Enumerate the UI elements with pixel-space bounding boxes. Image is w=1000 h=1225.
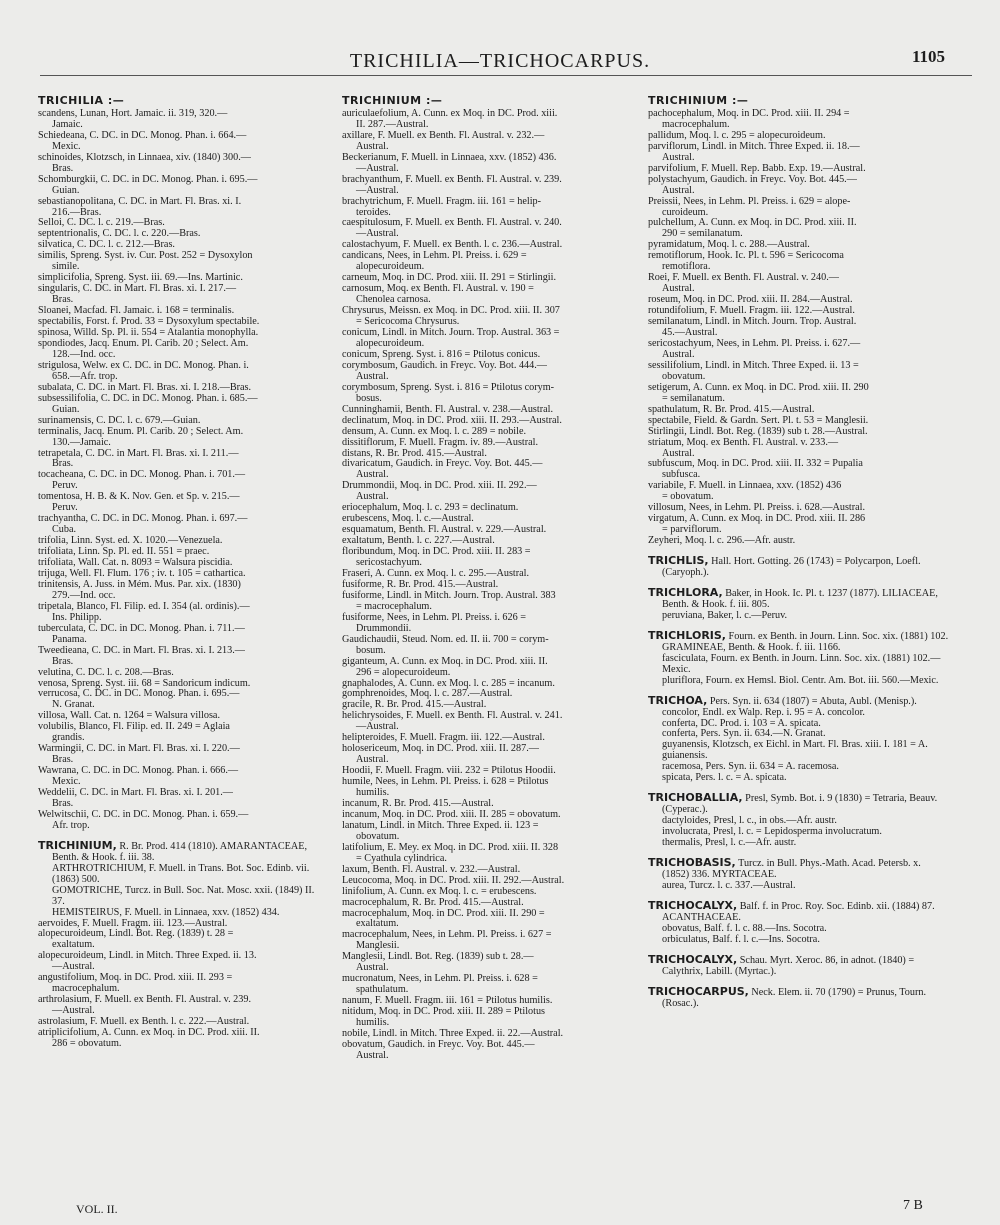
entry: obovatum, Gaudich. in Freyc. Voy. Bot. 445.— Austral. xyxy=(342,1038,535,1061)
entry: gnaphalodes, A. Cunn. ex Moq. l. c. 285 = incanum. xyxy=(342,677,555,689)
entry: macrocephalum, Nees, in Lehm. Pl. Preiss. i. 627 = Manglesii. xyxy=(342,929,552,952)
entry: trifoliata, Linn. Sp. Pl. ed. II. 551 = praec. xyxy=(38,546,210,558)
entry: caespitulosum, F. Muell. ex Benth. Fl. Austral. v. 240. —Austral. xyxy=(342,217,562,240)
entry: fusiforme, Lindl. in Mitch. Journ. Trop. Austral. 383 = macrocephalum. xyxy=(342,589,556,612)
entry: sebastianopolitana, C. DC. in Mart. Fl. Bras. xi. I. 216.—Bras. xyxy=(38,195,242,218)
genus-entry xyxy=(38,838,328,919)
entry: silvatica, C. DC. l. c. 212.—Bras. xyxy=(38,239,175,251)
genus-entry xyxy=(648,898,950,946)
entry: velutina, C. DC. l. c. 208.—Bras. xyxy=(38,666,174,678)
entry: variabile, F. Muell. in Linnaea, xxv. (1852) 436 = obovatum. xyxy=(648,480,842,503)
entry: alopecuroideum, Lindl. in Mitch. Three Exped. ii. 13. —Austral. xyxy=(38,950,257,973)
entry: esquamatum, Benth. Fl. Austral. v. 229.—Austral. xyxy=(342,524,547,536)
genus-entry xyxy=(648,556,950,579)
entry: astrolasium, F. Muell. ex Benth. l. c. 222.—Austral. xyxy=(38,1016,250,1028)
entry: Schomburgkii, C. DC. in DC. Monog. Phan. i. 695.— Guian. xyxy=(38,173,258,196)
entry: rotundifolium, F. Muell. Fragm. iii. 122.—Austral. xyxy=(648,305,855,317)
entry: tocacheana, C. DC. in DC. Monog. Phan. i. 701.— Peruv. xyxy=(38,469,246,492)
entry: trijuga, Well. Fl. Flum. 176 ; iv. t. 105 = cathartica. xyxy=(38,567,246,579)
entry: scandens, Lunan, Hort. Jamaic. ii. 319, 320.— Jamaic. xyxy=(38,107,228,130)
entry: villosa, Wall. Cat. n. 1264 = Walsura villosa. xyxy=(38,710,220,722)
entry: lanatum, Lindl. in Mitch. Three Exped. ii. 123 = obovatum. xyxy=(342,819,539,842)
entry: parviflorum, Lindl. in Mitch. Three Exped. ii. 18.— Austral. xyxy=(648,140,860,163)
genus-name: TRICHINIUM, xyxy=(38,838,117,852)
entry: roseum, Moq. in DC. Prod. xiii. II. 284.—Austral. xyxy=(648,294,853,306)
entry: Chrysurus, Meissn. ex Moq. in DC. Prod. xiii. II. 307 = Sericocoma Chrysurus. xyxy=(342,305,560,328)
entry: Cunninghamii, Benth. Fl. Austral. v. 238.—Austral. xyxy=(342,403,554,415)
genus-name: TRICHOA, xyxy=(648,693,708,707)
entry: conicum, Spreng. Syst. i. 816 = Ptilotus conicus. xyxy=(342,348,541,360)
volume-label: VOL. II. xyxy=(76,1202,118,1216)
entry: tuberculata, C. DC. in DC. Monog. Phan. i. 711.— Panama. xyxy=(38,622,245,645)
entry: Schiedeana, C. DC. in DC. Monog. Phan. i. 664.— Mexic. xyxy=(38,129,247,152)
entry: subalata, C. DC. in Mart. Fl. Bras. xi. I. 218.—Bras. xyxy=(38,381,252,393)
entry: nitidum, Moq. in DC. Prod. xiii. II. 289 = Ptilotus humilis. xyxy=(342,1006,546,1029)
genus-list xyxy=(648,556,950,1009)
entry: singularis, C. DC. in Mart. Fl. Bras. xi. I. 217.— Bras. xyxy=(38,283,237,306)
entry: latifolium, E. Mey. ex Moq. in DC. Prod. xiii. II. 328 = Cyathula cylindrica. xyxy=(342,841,559,864)
entry-list xyxy=(648,109,950,547)
entry: sericostachyum, Nees, in Lehm. Pl. Preiss. i. 627.— Austral. xyxy=(648,337,861,360)
entry: verrucosa, C. DC. in DC. Monog. Phan. i. 695.— N. Granat. xyxy=(38,688,240,711)
column-3 xyxy=(648,96,950,1009)
entry: subsessilifolia, C. DC. in DC. Monog. Phan. i. 685.— Guian. xyxy=(38,392,258,415)
entry: remotiflorum, Hook. Ic. Pl. t. 596 = Sericocoma remotiflora. xyxy=(648,250,844,273)
entry: surinamensis, C. DC. l. c. 679.—Guian. xyxy=(38,414,201,426)
entry: Roei, F. Muell. ex Benth. Fl. Austral. v. 240.— Austral. xyxy=(648,272,839,295)
column-2 xyxy=(342,96,632,1062)
entry: schinoides, Klotzsch, in Linnaea, xiv. (1840) 300.— Bras. xyxy=(38,151,251,174)
genus-name: TRICHLORIS, xyxy=(648,628,726,642)
entry: venosa, Spreng. Syst. iii. 68 = Sandoricum indicum. xyxy=(38,677,251,689)
entry: calostachyum, F. Muell. ex Benth. l. c. 236.—Austral. xyxy=(342,239,563,251)
entry: declinatum, Moq. in DC. Prod. xiii. II. 293.—Austral. xyxy=(342,414,562,426)
entry: spectabilis, Forst. f. Prod. 33 = Dysoxylum spectabile. xyxy=(38,316,260,328)
genus-text: Presl, Symb. Bot. i. 9 (1830) = Tetraria, Beauv. (Cyperac.). dactyloides, Presl, l. c., in obs.—Afr. austr. involucrata, Presl, l. c. = Lepidosperma involucratum. thermalis, Presl, l. c.—Afr. austr. xyxy=(662,793,938,849)
entry: humile, Nees, in Lehm. Pl. Preiss. i. 628 = Ptilotus humilis. xyxy=(342,776,549,799)
entry: axillare, F. Muell. ex Benth. Fl. Austral. v. 232.— Austral. xyxy=(342,129,545,152)
entry: linifolium, A. Cunn. ex Moq. l. c. = erubescens. xyxy=(342,885,537,897)
entry-list xyxy=(38,919,328,1050)
entry: trifolia, Linn. Syst. ed. X. 1020.—Venezuela. xyxy=(38,535,223,547)
entry: subfuscum, Moq. in DC. Prod. xiii. II. 332 = Pupalia subfusca. xyxy=(648,458,863,481)
genus-text: Balf. f. in Proc. Roy. Soc. Edinb. xii. (1884) 87. ACANTHACEAE. obovatus, Balf. f. l. c. 88.—Ins. Socotra. orbiculatus, Balf. f. l. c.—Ins. Socotra. xyxy=(662,900,935,945)
genus-heading: TRICHINIUM :— xyxy=(648,94,749,107)
entry: terminalis, Jacq. Enum. Pl. Carib. 20 ; Select. Am. 130.—Jamaic. xyxy=(38,425,244,448)
genus-text: Baker, in Hook. Ic. Pl. t. 1237 (1877). LILIACEAE, Benth. & Hook. f. iii. 805. peruviana, Baker, l. c.—Peruv. xyxy=(662,587,938,621)
entry: similis, Spreng. Syst. iv. Cur. Post. 252 = Dysoxylon simile. xyxy=(38,250,253,273)
entry: Weddelii, C. DC. in Mart. Fl. Bras. xi. I. 201.— Bras. xyxy=(38,787,233,809)
entry: tripetala, Blanco, Fl. Filip. ed. I. 354 (al. ordinis).— Ins. Philipp. xyxy=(38,600,250,623)
entry: brachytrichum, F. Muell. Fragm. iii. 161 = helip- teroides. xyxy=(342,195,542,218)
genus-entry xyxy=(648,952,950,978)
entry: pachocephalum, Moq. in DC. Prod. xiii. II. 294 = macrocephalum. xyxy=(648,107,850,130)
entry: spondiodes, Jacq. Enum. Pl. Carib. 20 ; Select. Am. 128.—Ind. occ. xyxy=(38,337,249,360)
entry-list xyxy=(38,109,328,832)
entry: mucronatum, Nees, in Lehm. Pl. Preiss. i. 628 = spathulatum. xyxy=(342,973,538,996)
entry: simplicifolia, Spreng. Syst. iii. 69.—Ins. Martinic. xyxy=(38,272,243,284)
genus-text: Fourn. ex Benth. in Journ. Linn. Soc. xix. (1881) 102. GRAMINEAE, Benth. & Hook. f. iii. 1166. fasciculata, Fourn. ex Benth. in Journ. Linn. Soc. xix. (1881) 102.—Mexic. pluriflora, Fourn. ex Hemsl. Biol. Centr. Am. Bot. iii. 560.—Mexic. xyxy=(662,630,949,686)
entry: tomentosa, H. B. & K. Nov. Gen. et Sp. v. 215.— Peruv. xyxy=(38,491,240,514)
genus-name: TRICHOBALLIA, xyxy=(648,791,743,805)
entry: auriculaefolium, A. Cunn. ex Moq. in DC. Prod. xiii. II. 287.—Austral. xyxy=(342,107,558,130)
entry: septentrionalis, C. DC. l. c. 220.—Bras. xyxy=(38,228,201,240)
entry: Drummondii, Moq. in DC. Prod. xiii. II. 292.— Austral. xyxy=(342,480,537,503)
entry: trifoliata, Wall. Cat. n. 8093 = Walsura piscidia. xyxy=(38,557,233,569)
genus-entry xyxy=(648,984,950,1010)
entry: erubescens, Moq. l. c.—Austral. xyxy=(342,513,474,525)
entry: incanum, R. Br. Prod. 415.—Austral. xyxy=(342,798,494,809)
entry: spinosa, Willd. Sp. Pl. ii. 554 = Atalantia monophylla. xyxy=(38,327,259,339)
entry: carneum, Moq. in DC. Prod. xiii. II. 291 = Stirlingii. xyxy=(342,272,557,284)
entry: Manglesii, Lindl. Bot. Reg. (1839) sub t. 28.— Austral. xyxy=(342,951,534,974)
entry: Selloi, C. DC. l. c. 219.—Bras. xyxy=(38,217,165,229)
genus-entry xyxy=(648,693,950,785)
genus-entry xyxy=(648,793,950,849)
entry: nanum, F. Muell. Fragm. iii. 161 = Ptilotus humilis. xyxy=(342,995,553,1007)
entry: incanum, Moq. in DC. Prod. xiii. II. 285 = obovatum. xyxy=(342,808,561,820)
genus-heading: TRICHINIUM :— xyxy=(342,94,443,107)
entry: semilanatum, Lindl. in Mitch. Journ. Trop. Austral. 45.—Austral. xyxy=(648,316,857,339)
genus-text: Pers. Syn. ii. 634 (1807) = Abuta, Aubl. (Menisp.). concolor, Endl. ex Walp. Rep. i. 95 = A. concolor. conferta, DC. Prod. i. 103 = A. spicata. conferta, Pers. Syn. ii. 634.—N. Granat. guyanensis, Klotzsch, ex Eichl. in Mart. Fl. Bras. xiii. I. 181 = A. guianensis. racemosa, Pers. Syn. ii. 634 = A. racemosa. spicata, Pers. l. c. = A. spicata. xyxy=(662,695,928,784)
genus-entry xyxy=(648,628,950,687)
genus-entry xyxy=(648,858,950,892)
entry: aervoides, F. Muell. Fragm. iii. 123.—Austral. xyxy=(38,917,228,929)
entry: helipteroides, F. Muell. Fragm. iii. 122.—Austral. xyxy=(342,732,545,744)
entry: Beckerianum, F. Muell. in Linnaea, xxv. (1852) 436. —Austral. xyxy=(342,151,557,174)
entry: nobile, Lindl. in Mitch. Three Exped. ii. 22.—Austral. xyxy=(342,1028,564,1040)
entry: pallidum, Moq. l. c. 295 = alopecuroideum. xyxy=(648,129,826,141)
entry: polystachyum, Gaudich. in Freyc. Voy. Bot. 445.— Austral. xyxy=(648,173,857,196)
entry: fusiforme, Nees, in Lehm. Pl. Preiss. i. 626 = Drummondii. xyxy=(342,611,527,634)
genus-name: TRICHOCALYX, xyxy=(648,952,738,966)
genus-name: TRICHOCALYX, xyxy=(648,898,738,912)
entry: setigerum, A. Cunn. ex Moq. in DC. Prod. xiii. II. 290 = semilanatum. xyxy=(648,381,869,404)
entry: Tweedieana, C. DC. in Mart. Fl. Bras. xi. I. 213.— Bras. xyxy=(38,644,245,667)
genus-text: Neck. Elem. ii. 70 (1790) = Prunus, Tourn. (Rosac.). xyxy=(662,986,927,1009)
entry: Gaudichaudii, Steud. Nom. ed. II. ii. 700 = corym- bosum. xyxy=(342,633,549,656)
genus-entry xyxy=(648,585,950,622)
entry: Zeyheri, Moq. l. c. 296.—Afr. austr. xyxy=(648,535,796,547)
page-number: 1105 xyxy=(911,47,945,66)
entry: gomphrenoides, Moq. l. c. 287.—Austral. xyxy=(342,688,513,700)
genus-text: Schau. Myrt. Xeroc. 86, in adnot. (1840) = Calythrix, Labill. (Myrtac.). xyxy=(662,954,915,977)
entry: macrocephalum, Moq. in DC. Prod. xiii. II. 290 = exaltatum. xyxy=(342,907,545,930)
genus-text: Hall. Hort. Gotting. 26 (1743) = Polycarpon, Loefl. (Caryoph.). xyxy=(662,556,921,579)
entry: pulchellum, A. Cunn. ex Moq. in DC. Prod. xiii. II. 290 = semilanatum. xyxy=(648,217,857,240)
entry: angustifolium, Moq. in DC. Prod. xiii. II. 293 = macrocephalum. xyxy=(38,972,233,995)
entry: conicum, Lindl. in Mitch. Journ. Trop. Austral. 363 = alopecuroideum. xyxy=(342,327,560,349)
entry: distans, R. Br. Prod. 415.—Austral. xyxy=(342,447,487,459)
entry: Leucocoma, Moq. in DC. Prod. xiii. II. 292.—Austral. xyxy=(342,874,565,886)
genus-name: TRICHLIS, xyxy=(648,554,709,568)
entry: sessilifolium, Lindl. in Mitch. Three Exped. ii. 13 = obovatum. xyxy=(648,359,859,382)
entry: floribundum, Moq. in DC. Prod. xiii. II. 283 = sericostachyum. xyxy=(342,546,531,569)
entry: Wawrana, C. DC. in DC. Monog. Phan. i. 666.— Mexic. xyxy=(38,765,239,788)
entry: Hoodii, F. Muell. Fragm. viii. 232 = Ptilotus Hoodii. xyxy=(342,765,556,777)
entry: dissitiflorum, F. Muell. Fragm. iv. 89.—Austral. xyxy=(342,436,539,448)
entry: carnosum, Moq. ex Benth. Fl. Austral. v. 190 = Chenolea carnosa. xyxy=(342,283,534,306)
genus-text: Turcz. in Bull. Phys.-Math. Acad. Petersb. x. (1852) 336. MYRTACEAE. aurea, Turcz. l. c. 337.—Austral. xyxy=(662,858,921,891)
entry: giganteum, A. Cunn. ex Moq. in DC. Prod. xiii. II. 296 = alopecuroideum. xyxy=(342,655,548,678)
entry: pyramidatum, Moq. l. c. 288.—Austral. xyxy=(648,239,810,251)
entry: exaltatum, Benth. l. c. 227.—Austral. xyxy=(342,535,495,547)
header-rule xyxy=(40,75,972,76)
page-header-title: TRICHILIA—TRICHOCARPUS. xyxy=(349,50,651,72)
genus-name: TRICHLORA, xyxy=(648,585,723,599)
entry: parvifolium, F. Muell. Rep. Babb. Exp. 19.—Austral. xyxy=(648,162,866,174)
entry: densum, A. Cunn. ex Moq. l. c. 289 = nobile. xyxy=(342,425,527,437)
entry: Preissii, Nees, in Lehm. Pl. Preiss. i. 629 = alope- curoideum. xyxy=(648,195,851,218)
entry: arthrolasium, F. Muell. ex Benth. Fl. Austral. v. 239. —Austral. xyxy=(38,994,252,1017)
entry: trachyantha, C. DC. in DC. Monog. Phan. i. 697.— Cuba. xyxy=(38,513,248,536)
entry: fusiforme, R. Br. Prod. 415.—Austral. xyxy=(342,578,499,590)
entry: spectabile, Field. & Gardn. Sert. Pl. t. 53 = Manglesii. xyxy=(648,414,869,426)
entry: Stirlingii, Lindl. Bot. Reg. (1839) sub t. 28.—Austral. xyxy=(648,425,868,437)
entry: corymbosum, Spreng. Syst. i. 816 = Ptilotus corym- bosus. xyxy=(342,381,555,404)
entry: holosericeum, Moq. in DC. Prod. xiii. II. 287.— Austral. xyxy=(342,743,539,766)
entry: corymbosum, Gaudich. in Freyc. Voy. Bot. 444.— Austral. xyxy=(342,359,547,382)
entry: strigulosa, Welw. ex C. DC. in DC. Monog. Phan. i. 658.—Afr. trop. xyxy=(38,359,249,382)
entry: candicans, Nees, in Lehm. Pl. Preiss. i. 629 = alopecuroideum. xyxy=(342,250,527,273)
entry: laxum, Benth. Fl. Austral. v. 232.—Austral. xyxy=(342,863,521,875)
entry: Warmingii, C. DC. in Mart. Fl. Bras. xi. I. 220.— Bras. xyxy=(38,743,240,766)
entry: tetrapetala, C. DC. in Mart. Fl. Bras. xi. I. 211.— Bras. xyxy=(38,447,239,470)
signature-mark: 7 B xyxy=(903,1198,923,1213)
entry: trinitensis, A. Juss. in Mém. Mus. Par. xix. (1830) 279.—Ind. occ. xyxy=(38,578,241,601)
entry: Welwitschii, C. DC. in DC. Monog. Phan. i. 659.— Afr. trop. xyxy=(38,808,249,831)
entry: striatum, Moq. ex Benth. Fl. Austral. v. 233.— Austral. xyxy=(648,436,839,459)
column-1 xyxy=(38,96,328,1050)
entry: divaricatum, Gaudich. in Freyc. Voy. Bot. 445.— Austral. xyxy=(342,458,543,481)
entry: Sloanei, Macfad. Fl. Jamaic. i. 168 = terminalis. xyxy=(38,305,235,317)
entry: virgatum, A. Cunn. ex Moq. in DC. Prod. xiii. II. 286 = parviflorum. xyxy=(648,513,866,536)
entry: villosum, Nees, in Lehm. Pl. Preiss. i. 628.—Austral. xyxy=(648,502,866,514)
entry: gracile, R. Br. Prod. 415.—Austral. xyxy=(342,699,487,711)
entry: spathulatum, R. Br. Prod. 415.—Austral. xyxy=(648,403,815,415)
entry: helichrysoides, F. Muell. ex Benth. Fl. Austral. v. 241. —Austral. xyxy=(342,710,563,733)
entry: atriplicifolium, A. Cunn. ex Moq. in DC. Prod. xiii. II. 286 = obovatum. xyxy=(38,1027,260,1050)
entry: macrocephalum, R. Br. Prod. 415.—Austral. xyxy=(342,896,524,908)
entry: brachyanthum, F. Muell. ex Benth. Fl. Austral. v. 239. —Austral. xyxy=(342,173,562,196)
entry: Fraseri, A. Cunn. ex Moq. l. c. 295.—Austral. xyxy=(342,567,530,579)
genus-text: R. Br. Prod. 414 (1810). AMARANTACEAE, Benth. & Hook. f. iii. 38. ARTHROTRICHIUM, F. Muell. in Trans. Bot. Soc. Edinb. vii. (1863) 500. GOMOTRICHE, Turcz. in Bull. Soc. Nat. Mosc. xxii. (1849) II. 37. HEMISTEIRUS, F. Muell. in Linnaea, xxv. (1852) 434. xyxy=(52,840,315,918)
genus-heading: TRICHILIA :— xyxy=(38,94,125,107)
entry-list xyxy=(342,109,632,1062)
genus-name: TRICHOBASIS, xyxy=(648,856,736,869)
entry: volubilis, Blanco, Fl. Filip. ed. II. 249 = Aglaia grandis. xyxy=(38,721,230,744)
entry: alopecuroideum, Lindl. Bot. Reg. (1839) t. 28 = exaltatum. xyxy=(38,928,234,951)
entry: eriocephalum, Moq. l. c. 293 = declinatum. xyxy=(342,502,519,514)
genus-name: TRICHOCARPUS, xyxy=(648,984,749,998)
